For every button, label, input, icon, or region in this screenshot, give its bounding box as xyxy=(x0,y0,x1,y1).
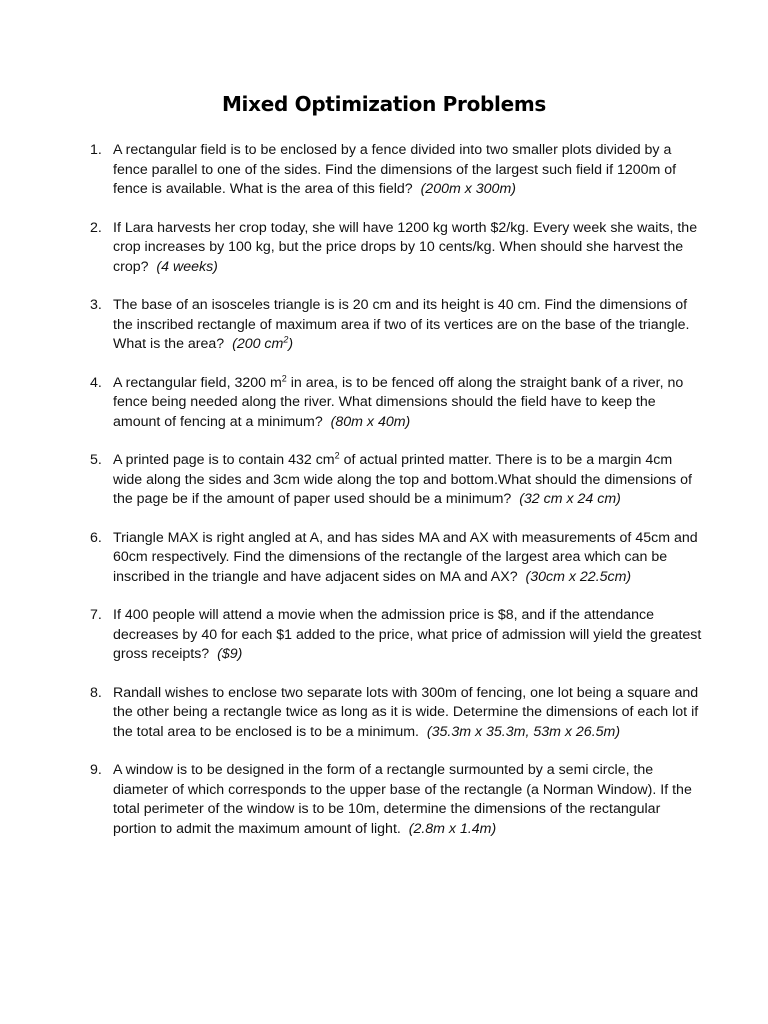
problem-item xyxy=(0,296,768,355)
problem-number: 5. xyxy=(90,452,102,468)
problem-number: 9. xyxy=(90,762,102,778)
problem-text-pre: A printed page is to contain 432 cm xyxy=(113,452,335,468)
problem-text: If Lara harvests her crop today, she will have 1200 kg worth $2/kg. Every week she waits, the crop increases by 100 kg, but the price drops by 10 cents/kg. When should she harvest the crop? xyxy=(113,219,698,275)
problem-text: If 400 people will attend a movie when the admission price is $8, and if the attendance decreases by 40 for each $1 added to the price, what price of admission will yield the greatest gross receipts? xyxy=(113,607,702,662)
problem-text: A rectangular field is to be enclosed by a fence divided into two smaller plots divided by a fence parallel to one of the sides. Find the dimensions of the largest such field if 1200m of fence is available. What is the area of this field? xyxy=(113,142,677,197)
text-superscript: 2 xyxy=(281,372,287,383)
problem-text-pre: A rectangular field, 3200 m xyxy=(113,374,282,391)
problem-item xyxy=(0,761,768,839)
problem-number: 7. xyxy=(90,607,102,623)
answer-pre: (200 cm xyxy=(232,336,284,352)
problem-item xyxy=(0,606,768,665)
problem-item xyxy=(0,141,768,200)
answer-superscript: 2 xyxy=(283,334,289,345)
problem-number: 8. xyxy=(90,684,102,701)
problem-answer: ($9) xyxy=(217,646,243,662)
problem-text: A window is to be designed in the form of a rectangle surmounted by a semi circle, the diameter of which corresponds to the upper base of the rectangle (a Norman Window). If the total perimeter of the window is to be 10m, determine the dimensions of the rectangular portion to admit the maximum amount of light. xyxy=(113,762,692,837)
problem-number: 2. xyxy=(90,219,102,236)
problem-answer: (2.8m x 1.4m) xyxy=(408,820,497,837)
problem-text: Randall wishes to enclose two separate lots with 300m of fencing, one lot being a square and the other being a rectangle twice as long as it is wide. Determine the dimensions of each lot if the total area to be enclosed is to be a minimum. xyxy=(113,684,699,740)
problem-answer: (200m x 300m) xyxy=(420,181,516,197)
page-title: Mixed Optimization Problems xyxy=(221,92,547,116)
problem-answer: (35.3m x 35.3m, 53m x 26.5m) xyxy=(426,723,621,740)
problem-answer xyxy=(232,336,293,352)
problem-number: 1. xyxy=(90,142,102,158)
problem-item xyxy=(0,529,768,588)
problem-answer: (30cm x 22.5cm) xyxy=(525,568,632,585)
problem-text: The base of an isosceles triangle is is 20 cm and its height is 40 cm. Find the dimensions of the inscribed rectangle of maximum area if two of its vertices are on the base of the triangle. What is the area? xyxy=(113,297,690,352)
problem-item xyxy=(0,684,768,743)
problem-text-post: in area, is to be fenced off along the straight bank of a river, no fence being needed along the river. What dimensions should the field have to keep the amount of fencing at a minimum? xyxy=(113,374,684,430)
problem-text: Triangle MAX is right angled at A, and has sides MA and AX with measurements of 45cm and 60cm respectively. Find the dimensions of the rectangle of the largest area which can be inscribed in the triangle and have adjacent sides on MA and AX? xyxy=(113,529,698,585)
problem-answer: (4 weeks) xyxy=(156,258,218,275)
problem-answer: (32 cm x 24 cm) xyxy=(519,491,621,507)
problem-item xyxy=(0,219,768,278)
problem-answer: (80m x 40m) xyxy=(330,413,411,430)
problem-number: 4. xyxy=(90,374,102,391)
problem-list xyxy=(0,141,768,858)
problem-number: 3. xyxy=(90,297,102,313)
answer-post: ) xyxy=(288,336,294,352)
text-superscript: 2 xyxy=(334,450,340,461)
problem-item xyxy=(0,451,768,510)
problem-text-post: of actual printed matter. There is to be a margin 4cm wide along the sides and 3cm wide along the top and bottom.What should the dimensions of the page be if the amount of paper used should be a minimum? xyxy=(113,452,692,507)
problem-item xyxy=(0,374,768,433)
problem-number: 6. xyxy=(90,529,102,546)
